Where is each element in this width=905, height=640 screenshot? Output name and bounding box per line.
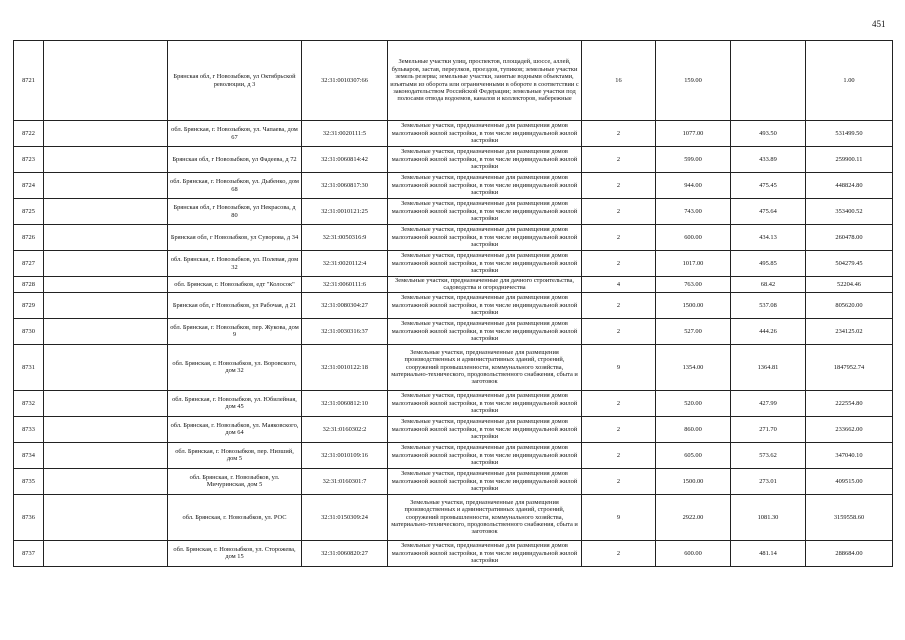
- use-group: 9: [582, 344, 656, 390]
- row-number: 8724: [14, 173, 44, 199]
- permitted-use: Земельные участки, предназначенные для размещения домов малоэтажной жилой застройки, в том числе индивидуальной жилой застройки: [388, 540, 582, 566]
- plot-address: обл. Брянская, г. Новозыбков, ул. Полевая, дом 32: [168, 251, 302, 277]
- plot-area: 1017.00: [656, 251, 731, 277]
- empty-cell: [44, 540, 168, 566]
- row-number: 8725: [14, 199, 44, 225]
- permitted-use: Земельные участки, предназначенные для размещения производственных и административных зданий, строений, сооружений промышленности, коммунального хозяйства, материально-технического, продовольственного снабжения, сбыта и заготовок: [388, 494, 582, 540]
- plot-address: обл. Брянская, г. Новозыбков, ул. Сторожева, дом 15: [168, 540, 302, 566]
- table-row: [14, 442, 893, 468]
- permitted-use: Земельные участки, предназначенные для дачного строительства, садоводства и огородничества: [388, 277, 582, 293]
- plot-area: 1500.00: [656, 292, 731, 318]
- use-group: 2: [582, 251, 656, 277]
- empty-cell: [44, 147, 168, 173]
- use-group: 2: [582, 121, 656, 147]
- row-number: 8727: [14, 251, 44, 277]
- plot-area: 605.00: [656, 442, 731, 468]
- cadastral-value: 233662.00: [806, 416, 893, 442]
- plot-area: 743.00: [656, 199, 731, 225]
- cadastral-value: 260478.00: [806, 225, 893, 251]
- specific-value: 481.14: [731, 540, 806, 566]
- empty-cell: [44, 41, 168, 121]
- permitted-use: Земельные участки, предназначенные для размещения домов малоэтажной жилой застройки, в том числе индивидуальной жилой застройки: [388, 121, 582, 147]
- row-number: 8729: [14, 292, 44, 318]
- cadastral-number: 32:31:0080304:27: [302, 292, 388, 318]
- table-row: [14, 251, 893, 277]
- plot-area: 860.00: [656, 416, 731, 442]
- plot-area: 159.00: [656, 41, 731, 121]
- permitted-use: Земельные участки, предназначенные для размещения домов малоэтажной жилой застройки, в том числе индивидуальной жилой застройки: [388, 468, 582, 494]
- permitted-use: Земельные участки, предназначенные для размещения домов малоэтажной жилой застройки, в том числе индивидуальной жилой застройки: [388, 225, 582, 251]
- plot-address: Брянская обл, г Новозыбков, ул Рабочая, д 21: [168, 292, 302, 318]
- row-number: 8721: [14, 41, 44, 121]
- cadastral-value: 353400.52: [806, 199, 893, 225]
- row-number: 8735: [14, 468, 44, 494]
- plot-address: Брянская обл, г Новозыбков, ул Некрасова, д 80: [168, 199, 302, 225]
- plot-area: 527.00: [656, 318, 731, 344]
- permitted-use: Земельные участки, предназначенные для размещения домов малоэтажной жилой застройки, в том числе индивидуальной жилой застройки: [388, 292, 582, 318]
- specific-value: 493.50: [731, 121, 806, 147]
- cadastral-value: 288684.00: [806, 540, 893, 566]
- cadastral-number: 32:31:0010109:16: [302, 442, 388, 468]
- specific-value: 271.70: [731, 416, 806, 442]
- cadastral-value: 3159558.60: [806, 494, 893, 540]
- table-row: [14, 318, 893, 344]
- cadastral-number: 32:31:0160301:7: [302, 468, 388, 494]
- cadastral-value: 234125.02: [806, 318, 893, 344]
- specific-value: 427.99: [731, 390, 806, 416]
- plot-area: 600.00: [656, 540, 731, 566]
- cadastral-value: 52204.46: [806, 277, 893, 293]
- permitted-use: Земельные участки, предназначенные для размещения домов малоэтажной жилой застройки, в том числе индивидуальной жилой застройки: [388, 390, 582, 416]
- plot-area: 1500.00: [656, 468, 731, 494]
- plot-address: обл. Брянская, г. Новозыбков, ул. РОС: [168, 494, 302, 540]
- permitted-use: Земельные участки, предназначенные для размещения домов малоэтажной жилой застройки, в том числе индивидуальной жилой застройки: [388, 416, 582, 442]
- land-plot-registry-table: [13, 40, 893, 567]
- cadastral-number: 32:31:0160302:2: [302, 416, 388, 442]
- specific-value: 537.08: [731, 292, 806, 318]
- use-group: 2: [582, 173, 656, 199]
- empty-cell: [44, 225, 168, 251]
- specific-value: 68.42: [731, 277, 806, 293]
- plot-area: 1354.00: [656, 344, 731, 390]
- plot-area: 763.00: [656, 277, 731, 293]
- empty-cell: [44, 277, 168, 293]
- specific-value: 433.89: [731, 147, 806, 173]
- use-group: 9: [582, 494, 656, 540]
- empty-cell: [44, 468, 168, 494]
- empty-cell: [44, 199, 168, 225]
- use-group: 2: [582, 147, 656, 173]
- cadastral-value: 531499.50: [806, 121, 893, 147]
- permitted-use: Земельные участки, предназначенные для размещения домов малоэтажной жилой застройки, в том числе индивидуальной жилой застройки: [388, 147, 582, 173]
- row-number: 8733: [14, 416, 44, 442]
- cadastral-value: 347040.10: [806, 442, 893, 468]
- row-number: 8732: [14, 390, 44, 416]
- cadastral-value: 222554.80: [806, 390, 893, 416]
- permitted-use: Земельные участки, предназначенные для размещения домов малоэтажной жилой застройки, в том числе индивидуальной жилой застройки: [388, 173, 582, 199]
- permitted-use: Земельные участки, предназначенные для размещения производственных и административных зданий, строений, сооружений промышленности, коммунального хозяйства, материально-технического, продовольственного снабжения, сбыта и заготовок: [388, 344, 582, 390]
- table-row: [14, 416, 893, 442]
- permitted-use: Земельные участки улиц, проспектов, площадей, шоссе, аллей, бульваров, застав, переулков, проездов, тупиков; земельные участки земель резерва; земельные участки, занятые водными объектами, изъятыми из оборота или ограниченными в обороте в соответствии с законодательством Российской Федерации; земельные участки под полосами отвода водоемов, каналов и коллекторов, набережные: [388, 41, 582, 121]
- cadastral-number: 32:31:0020112:4: [302, 251, 388, 277]
- empty-cell: [44, 292, 168, 318]
- plot-address: Брянская обл, г Новозыбков, ул Фадеева, д 72: [168, 147, 302, 173]
- use-group: 2: [582, 318, 656, 344]
- empty-cell: [44, 344, 168, 390]
- table-row: [14, 121, 893, 147]
- specific-value: 434.13: [731, 225, 806, 251]
- table-row: [14, 199, 893, 225]
- cadastral-value: 1847952.74: [806, 344, 893, 390]
- cadastral-number: 32:31:0030316:37: [302, 318, 388, 344]
- cadastral-number: 32:31:0060820:27: [302, 540, 388, 566]
- empty-cell: [44, 318, 168, 344]
- row-number: 8722: [14, 121, 44, 147]
- specific-value: 475.45: [731, 173, 806, 199]
- cadastral-value: 448824.80: [806, 173, 893, 199]
- plot-address: обл. Брянская, г. Новозыбков, пер. Жукова, дом 9: [168, 318, 302, 344]
- cadastral-number: 32:31:0060111:6: [302, 277, 388, 293]
- plot-area: 944.00: [656, 173, 731, 199]
- page-number: 451: [872, 19, 886, 29]
- row-number: 8737: [14, 540, 44, 566]
- cadastral-number: 32:31:0060817:30: [302, 173, 388, 199]
- plot-address: обл. Брянская, г. Новозыбков, ул. Мичуринская, дом 5: [168, 468, 302, 494]
- table-row: [14, 41, 893, 121]
- permitted-use: Земельные участки, предназначенные для размещения домов малоэтажной жилой застройки, в том числе индивидуальной жилой застройки: [388, 199, 582, 225]
- cadastral-value: 504279.45: [806, 251, 893, 277]
- table-row: [14, 277, 893, 293]
- use-group: 16: [582, 41, 656, 121]
- table-row: [14, 292, 893, 318]
- cadastral-value: 1.00: [806, 41, 893, 121]
- cadastral-number: 32:31:0010307:66: [302, 41, 388, 121]
- use-group: 2: [582, 199, 656, 225]
- plot-address: обл. Брянская, г. Новозыбков, пер. Низший, дом 5: [168, 442, 302, 468]
- plot-address: обл. Брянская, г. Новозыбков, ул. Чапаева, дом 67: [168, 121, 302, 147]
- specific-value: 475.64: [731, 199, 806, 225]
- specific-value: 573.62: [731, 442, 806, 468]
- empty-cell: [44, 494, 168, 540]
- cadastral-number: 32:31:0150309:24: [302, 494, 388, 540]
- cadastral-number: 32:31:0060812:10: [302, 390, 388, 416]
- empty-cell: [44, 121, 168, 147]
- table-row: [14, 494, 893, 540]
- plot-area: 1077.00: [656, 121, 731, 147]
- plot-address: обл. Брянская, г. Новозыбков, ул. Маяковского, дом 64: [168, 416, 302, 442]
- specific-value: 495.85: [731, 251, 806, 277]
- cadastral-number: 32:31:0050316:9: [302, 225, 388, 251]
- use-group: 4: [582, 277, 656, 293]
- row-number: 8728: [14, 277, 44, 293]
- plot-address: Брянская обл, г Новозыбков, ул Октябрьской революции, д 3: [168, 41, 302, 121]
- specific-value: 1364.81: [731, 344, 806, 390]
- use-group: 2: [582, 416, 656, 442]
- plot-address: обл. Брянская, г. Новозыбков, ул. Юбилейная, дом 45: [168, 390, 302, 416]
- table-row: [14, 173, 893, 199]
- cadastral-value: 259900.11: [806, 147, 893, 173]
- use-group: 2: [582, 442, 656, 468]
- permitted-use: Земельные участки, предназначенные для размещения домов малоэтажной жилой застройки, в том числе индивидуальной жилой застройки: [388, 251, 582, 277]
- empty-cell: [44, 173, 168, 199]
- row-number: 8730: [14, 318, 44, 344]
- table-row: [14, 147, 893, 173]
- plot-area: 599.00: [656, 147, 731, 173]
- table-row: [14, 540, 893, 566]
- specific-value: 444.26: [731, 318, 806, 344]
- cadastral-number: 32:31:0010121:25: [302, 199, 388, 225]
- table-row: [14, 344, 893, 390]
- empty-cell: [44, 251, 168, 277]
- table-row: [14, 390, 893, 416]
- empty-cell: [44, 442, 168, 468]
- cadastral-number: 32:31:0060814:42: [302, 147, 388, 173]
- plot-address: Брянская обл, г Новозыбков, ул Суворова, д 34: [168, 225, 302, 251]
- specific-value: [731, 41, 806, 121]
- table-row: [14, 225, 893, 251]
- use-group: 2: [582, 225, 656, 251]
- row-number: 8726: [14, 225, 44, 251]
- plot-area: 600.00: [656, 225, 731, 251]
- specific-value: 1081.30: [731, 494, 806, 540]
- permitted-use: Земельные участки, предназначенные для размещения домов малоэтажной жилой застройки, в том числе индивидуальной жилой застройки: [388, 318, 582, 344]
- plot-address: обл. Брянская, г. Новозыбков, едт "Колосок": [168, 277, 302, 293]
- empty-cell: [44, 390, 168, 416]
- plot-address: обл. Брянская, г. Новозыбков, ул. Воровского, дом 32: [168, 344, 302, 390]
- use-group: 2: [582, 390, 656, 416]
- use-group: 2: [582, 468, 656, 494]
- specific-value: 273.01: [731, 468, 806, 494]
- plot-area: 2922.00: [656, 494, 731, 540]
- row-number: 8734: [14, 442, 44, 468]
- row-number: 8723: [14, 147, 44, 173]
- use-group: 2: [582, 540, 656, 566]
- table-row: [14, 468, 893, 494]
- cadastral-number: 32:31:0020111:5: [302, 121, 388, 147]
- row-number: 8736: [14, 494, 44, 540]
- plot-area: 520.00: [656, 390, 731, 416]
- plot-address: обл. Брянская, г. Новозыбков, ул. Дыбенко, дом 68: [168, 173, 302, 199]
- permitted-use: Земельные участки, предназначенные для размещения домов малоэтажной жилой застройки, в том числе индивидуальной жилой застройки: [388, 442, 582, 468]
- cadastral-value: 805620.00: [806, 292, 893, 318]
- row-number: 8731: [14, 344, 44, 390]
- cadastral-value: 409515.00: [806, 468, 893, 494]
- cadastral-number: 32:31:0010122:18: [302, 344, 388, 390]
- use-group: 2: [582, 292, 656, 318]
- empty-cell: [44, 416, 168, 442]
